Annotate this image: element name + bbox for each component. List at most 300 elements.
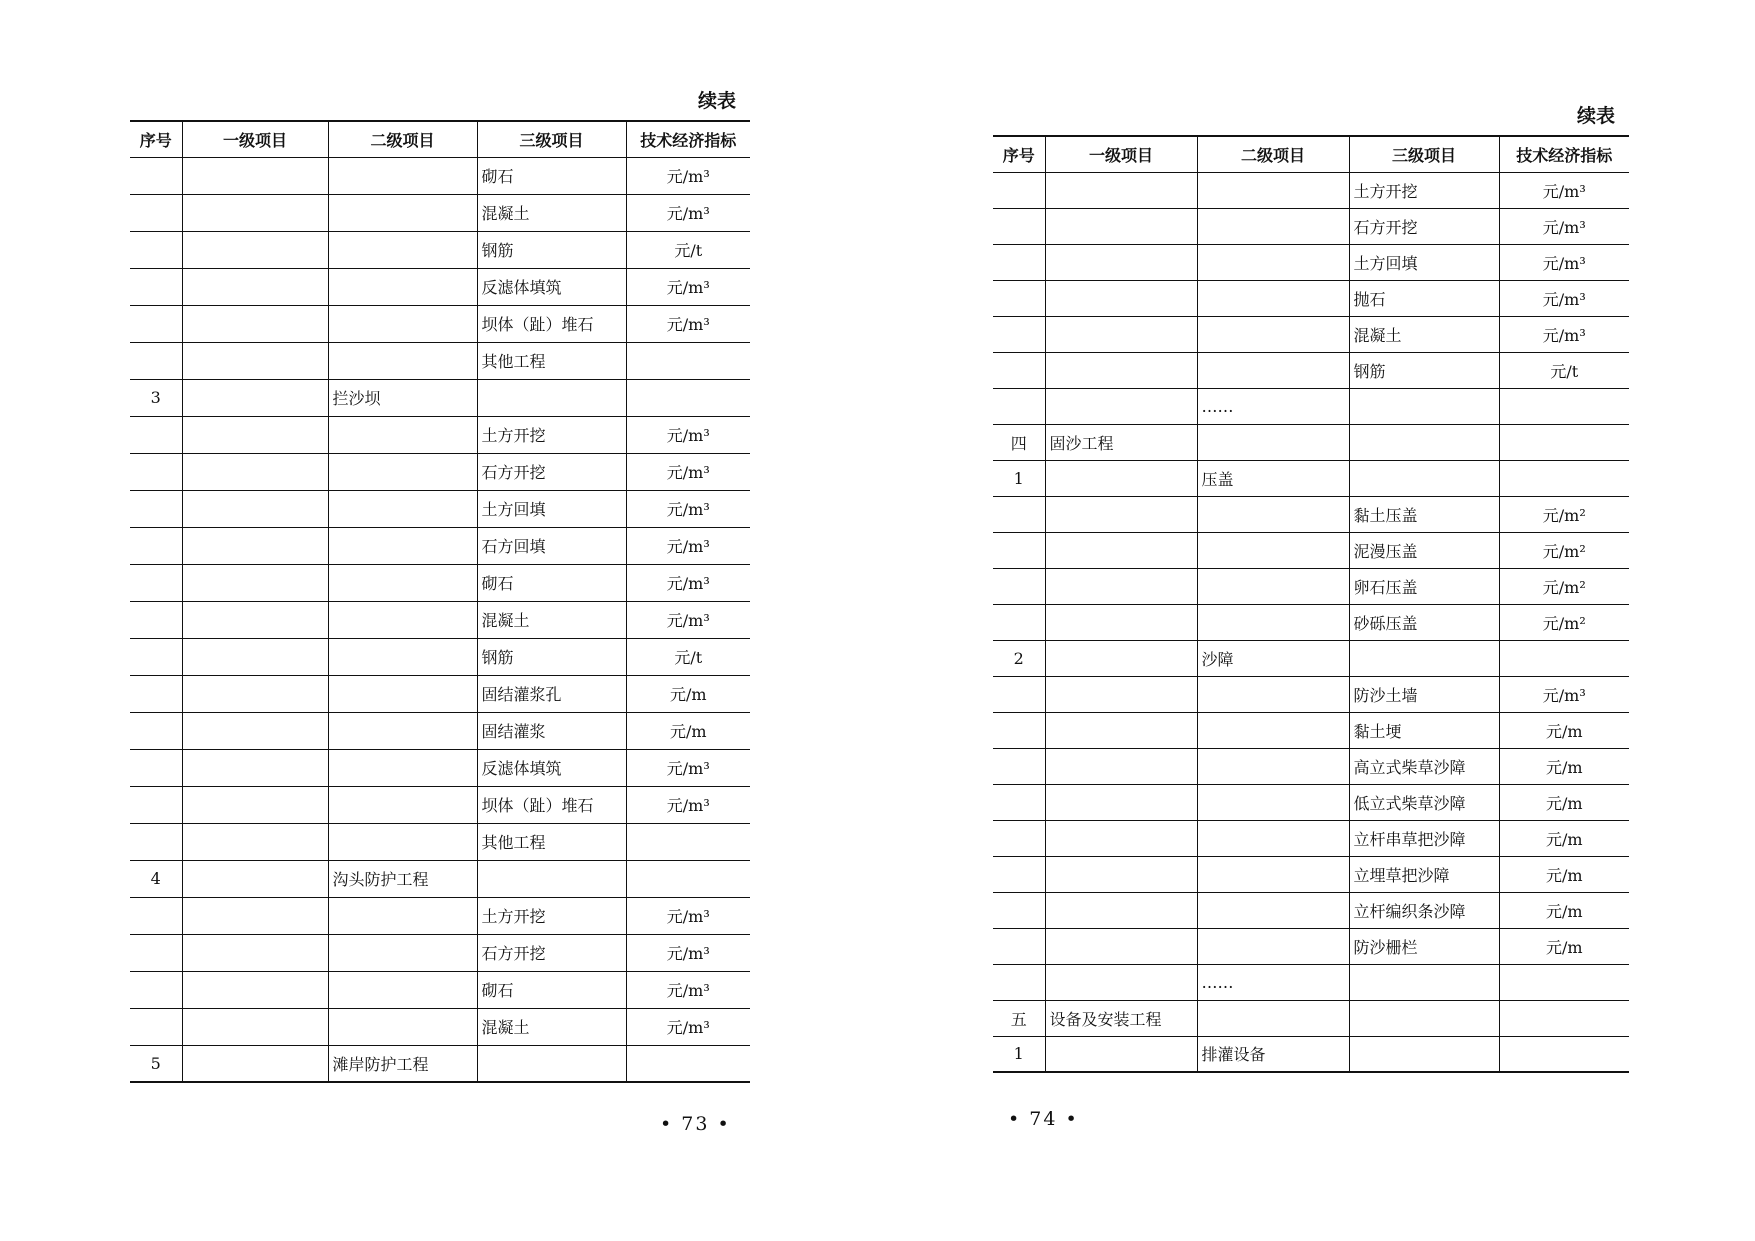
cell-level1 [182, 971, 328, 1008]
cell-level2 [1197, 316, 1349, 352]
cell-level3: 石方开挖 [477, 453, 626, 490]
header-seq: 序号 [130, 121, 182, 157]
cell-indicator: 元/t [626, 231, 750, 268]
cell-seq [993, 388, 1045, 424]
cell-indicator: 元/m³ [626, 786, 750, 823]
table-row [130, 194, 750, 231]
cell-level1 [182, 601, 328, 638]
cell-seq: 2 [993, 640, 1045, 676]
cell-seq [993, 496, 1045, 532]
cell-level1 [1045, 784, 1197, 820]
table-row [130, 268, 750, 305]
table-row [993, 532, 1629, 568]
cell-level3 [477, 860, 626, 897]
cell-level1 [1045, 820, 1197, 856]
cell-seq [993, 748, 1045, 784]
cell-seq [130, 342, 182, 379]
cell-level2 [1197, 784, 1349, 820]
cost-table-right [993, 135, 1629, 1073]
cell-seq: 4 [130, 860, 182, 897]
table-row [130, 379, 750, 416]
page-number: • 73 • [660, 1113, 731, 1135]
cell-indicator: 元/m³ [626, 897, 750, 934]
header-level2: 二级项目 [1197, 136, 1349, 172]
cell-level1 [182, 527, 328, 564]
cell-indicator: 元/t [1499, 352, 1629, 388]
table-row [993, 244, 1629, 280]
cell-level2 [1197, 1000, 1349, 1036]
cell-seq [130, 453, 182, 490]
cell-indicator: 元/m² [1499, 496, 1629, 532]
cell-level3 [1349, 1000, 1499, 1036]
right-page [993, 103, 1629, 1073]
table-row [130, 823, 750, 860]
cell-level3: 坝体（趾）堆石 [477, 786, 626, 823]
cell-indicator [626, 860, 750, 897]
cell-level2: 滩岸防护工程 [328, 1045, 477, 1082]
cell-level2 [328, 823, 477, 860]
left-page [130, 88, 750, 1083]
table-row [130, 897, 750, 934]
cell-level3: 钢筋 [1349, 352, 1499, 388]
cell-level2 [1197, 496, 1349, 532]
cell-indicator: 元/m² [1499, 604, 1629, 640]
cell-level1 [182, 823, 328, 860]
cell-indicator: 元/m [1499, 928, 1629, 964]
table-row [993, 640, 1629, 676]
cell-level3: 卵石压盖 [1349, 568, 1499, 604]
cell-seq [130, 786, 182, 823]
cell-level2 [328, 786, 477, 823]
cell-level2 [328, 601, 477, 638]
cell-indicator: 元/m [1499, 748, 1629, 784]
table-row [993, 676, 1629, 712]
cell-level3: 砌石 [477, 971, 626, 1008]
cell-seq [130, 527, 182, 564]
cell-level1 [1045, 604, 1197, 640]
cell-seq [993, 172, 1045, 208]
cell-indicator: 元/m² [1499, 568, 1629, 604]
table-row [130, 305, 750, 342]
cell-level3: 混凝土 [477, 194, 626, 231]
page-number: • 74 • [1008, 1108, 1079, 1130]
cell-level1 [1045, 856, 1197, 892]
cell-level2 [328, 305, 477, 342]
cell-level1 [1045, 532, 1197, 568]
cell-level3: 混凝土 [477, 1008, 626, 1045]
cell-level3: 砂砾压盖 [1349, 604, 1499, 640]
cell-level2 [328, 564, 477, 601]
table-row [993, 712, 1629, 748]
cell-seq [993, 892, 1045, 928]
cell-level3: 高立式柴草沙障 [1349, 748, 1499, 784]
cell-level1 [182, 157, 328, 194]
cell-level3: 石方开挖 [477, 934, 626, 971]
cell-seq [130, 675, 182, 712]
table-row [993, 604, 1629, 640]
cell-level1 [1045, 172, 1197, 208]
header-level3: 三级项目 [477, 121, 626, 157]
cell-seq [993, 352, 1045, 388]
cell-level1 [182, 860, 328, 897]
table-row [993, 784, 1629, 820]
cell-level3: 钢筋 [477, 231, 626, 268]
cell-level2 [1197, 568, 1349, 604]
cell-level1 [1045, 928, 1197, 964]
header-level2: 二级项目 [328, 121, 477, 157]
cell-indicator: 元/m³ [626, 305, 750, 342]
cell-seq [993, 712, 1045, 748]
continued-label: 续表 [697, 90, 736, 112]
cell-indicator: 元/m³ [1499, 244, 1629, 280]
cell-indicator [1499, 964, 1629, 1000]
cell-level1 [182, 342, 328, 379]
cell-indicator [626, 1045, 750, 1082]
cell-level3: 立杆串草把沙障 [1349, 820, 1499, 856]
cell-indicator: 元/m³ [1499, 172, 1629, 208]
cell-level3: 防沙土墙 [1349, 676, 1499, 712]
cell-level2 [1197, 928, 1349, 964]
cell-level2: 沟头防护工程 [328, 860, 477, 897]
cell-seq [130, 601, 182, 638]
cell-indicator: 元/m³ [626, 490, 750, 527]
table-row [993, 172, 1629, 208]
cell-level1 [1045, 388, 1197, 424]
cell-level2 [328, 897, 477, 934]
cell-seq [993, 244, 1045, 280]
cell-level2 [1197, 820, 1349, 856]
cell-indicator: 元/m³ [1499, 208, 1629, 244]
cell-level2 [328, 416, 477, 453]
cell-level1 [182, 416, 328, 453]
cell-indicator: 元/m [1499, 784, 1629, 820]
cell-indicator: 元/m³ [626, 749, 750, 786]
table-row [130, 860, 750, 897]
cell-level1 [182, 564, 328, 601]
cell-level1 [182, 638, 328, 675]
cell-level2 [1197, 280, 1349, 316]
cell-seq [130, 897, 182, 934]
table-row [993, 892, 1629, 928]
cell-indicator: 元/m³ [626, 971, 750, 1008]
table-row [130, 712, 750, 749]
cell-level2 [1197, 712, 1349, 748]
cell-level1 [182, 749, 328, 786]
cell-seq [993, 784, 1045, 820]
cell-level1 [1045, 316, 1197, 352]
table-row [993, 388, 1629, 424]
cell-level2 [1197, 532, 1349, 568]
cell-level2: …… [1197, 964, 1349, 1000]
cell-level3: 反滤体填筑 [477, 268, 626, 305]
cell-seq [130, 305, 182, 342]
table-row [993, 964, 1629, 1000]
table-row [130, 675, 750, 712]
table-row [993, 928, 1629, 964]
cell-level1 [182, 231, 328, 268]
cell-seq [993, 604, 1045, 640]
header-level3: 三级项目 [1349, 136, 1499, 172]
cell-level1 [182, 268, 328, 305]
cell-level2 [1197, 604, 1349, 640]
cell-level3: 其他工程 [477, 823, 626, 860]
cell-seq [130, 490, 182, 527]
cell-level3: 泥漫压盖 [1349, 532, 1499, 568]
table-row [130, 157, 750, 194]
cell-level3: 砌石 [477, 564, 626, 601]
cell-level3: 混凝土 [1349, 316, 1499, 352]
cell-level1 [1045, 892, 1197, 928]
cell-seq [130, 564, 182, 601]
header-seq: 序号 [993, 136, 1045, 172]
table-row [993, 568, 1629, 604]
cell-level3: 固结灌浆 [477, 712, 626, 749]
cell-level1 [182, 453, 328, 490]
continued-label: 续表 [1576, 105, 1615, 127]
cell-seq: 1 [993, 460, 1045, 496]
cell-level1 [1045, 244, 1197, 280]
table-row [993, 316, 1629, 352]
cell-level3: 石方开挖 [1349, 208, 1499, 244]
cell-level1 [182, 786, 328, 823]
cell-level3: 防沙栅栏 [1349, 928, 1499, 964]
table-row [130, 638, 750, 675]
header-indicator: 技术经济指标 [626, 121, 750, 157]
cell-seq [993, 532, 1045, 568]
cell-level2 [1197, 244, 1349, 280]
cell-level2 [328, 342, 477, 379]
cell-indicator: 元/m³ [626, 416, 750, 453]
cell-seq [993, 676, 1045, 712]
cell-indicator [626, 342, 750, 379]
cell-level1 [182, 490, 328, 527]
cell-indicator [1499, 460, 1629, 496]
cell-level1 [1045, 280, 1197, 316]
table-row [993, 1000, 1629, 1036]
cell-seq [993, 928, 1045, 964]
cell-level3 [477, 379, 626, 416]
cell-level3: 黏土压盖 [1349, 496, 1499, 532]
cell-level2 [328, 1008, 477, 1045]
cell-level1 [182, 897, 328, 934]
cell-level1 [1045, 352, 1197, 388]
cell-seq [130, 194, 182, 231]
cell-level3: 抛石 [1349, 280, 1499, 316]
table-row [993, 280, 1629, 316]
cell-level2 [1197, 208, 1349, 244]
cell-indicator: 元/m³ [626, 194, 750, 231]
cell-seq: 3 [130, 379, 182, 416]
table-row [130, 342, 750, 379]
cell-level2: 拦沙坝 [328, 379, 477, 416]
table-row [130, 1045, 750, 1082]
cell-level2: 排灌设备 [1197, 1036, 1349, 1072]
cell-level1: 固沙工程 [1045, 424, 1197, 460]
cell-indicator: 元/m³ [626, 564, 750, 601]
cell-level3 [1349, 460, 1499, 496]
cell-level1 [182, 934, 328, 971]
header-indicator: 技术经济指标 [1499, 136, 1629, 172]
cell-indicator [626, 823, 750, 860]
cell-level2: …… [1197, 388, 1349, 424]
cell-level1 [1045, 496, 1197, 532]
cell-level3 [1349, 964, 1499, 1000]
cell-level1 [1045, 208, 1197, 244]
table-row [130, 416, 750, 453]
cell-seq [993, 208, 1045, 244]
cell-level2 [328, 231, 477, 268]
cell-level2: 沙障 [1197, 640, 1349, 676]
cell-level1 [1045, 748, 1197, 784]
cost-table-left [130, 120, 750, 1083]
cell-level2 [328, 749, 477, 786]
cell-level1 [1045, 1036, 1197, 1072]
cell-indicator: 元/m [1499, 856, 1629, 892]
table-row [130, 527, 750, 564]
cell-seq [130, 638, 182, 675]
table-row [130, 934, 750, 971]
cell-seq [993, 316, 1045, 352]
cell-level2 [328, 490, 477, 527]
cell-indicator: 元/t [626, 638, 750, 675]
cell-level2 [1197, 748, 1349, 784]
cell-indicator: 元/m [1499, 712, 1629, 748]
cell-level3: 土方开挖 [477, 897, 626, 934]
cell-level3: 砌石 [477, 157, 626, 194]
cell-indicator: 元/m [1499, 820, 1629, 856]
table-body [130, 157, 750, 1082]
cell-level2 [1197, 172, 1349, 208]
cell-indicator: 元/m³ [626, 1008, 750, 1045]
cell-seq [130, 934, 182, 971]
cell-seq [993, 964, 1045, 1000]
cell-seq [130, 823, 182, 860]
table-row [130, 749, 750, 786]
cell-seq [130, 749, 182, 786]
cell-level3: 立埋草把沙障 [1349, 856, 1499, 892]
cell-seq: 1 [993, 1036, 1045, 1072]
cell-indicator [1499, 388, 1629, 424]
cell-seq [130, 1008, 182, 1045]
table-row [993, 856, 1629, 892]
cell-level2 [1197, 352, 1349, 388]
cell-indicator: 元/m³ [1499, 280, 1629, 316]
cell-level2 [1197, 424, 1349, 460]
cell-level2 [1197, 676, 1349, 712]
cell-indicator: 元/m³ [626, 157, 750, 194]
cell-level1 [182, 1008, 328, 1045]
cell-level2 [1197, 856, 1349, 892]
cell-level1 [182, 675, 328, 712]
cell-seq [130, 971, 182, 1008]
cell-indicator: 元/m [626, 675, 750, 712]
cell-level2 [328, 157, 477, 194]
header-level1: 一级项目 [182, 121, 328, 157]
cell-level1 [182, 305, 328, 342]
cell-level1: 设备及安装工程 [1045, 1000, 1197, 1036]
cell-level3: 固结灌浆孔 [477, 675, 626, 712]
cell-seq: 5 [130, 1045, 182, 1082]
cell-level3 [1349, 640, 1499, 676]
cell-level3: 混凝土 [477, 601, 626, 638]
cell-level3 [1349, 424, 1499, 460]
table-header-row [130, 121, 750, 157]
cell-level3: 土方回填 [477, 490, 626, 527]
table-row [130, 490, 750, 527]
cell-indicator [1499, 424, 1629, 460]
cell-level3: 石方回填 [477, 527, 626, 564]
cell-level3: 低立式柴草沙障 [1349, 784, 1499, 820]
cell-seq [130, 712, 182, 749]
cell-level1 [182, 712, 328, 749]
cell-seq: 五 [993, 1000, 1045, 1036]
cell-level3 [1349, 1036, 1499, 1072]
cell-level1 [182, 194, 328, 231]
cell-level3: 立杆编织条沙障 [1349, 892, 1499, 928]
cell-level2 [328, 194, 477, 231]
cell-seq [130, 416, 182, 453]
cell-seq: 四 [993, 424, 1045, 460]
cell-level3: 土方开挖 [477, 416, 626, 453]
cell-indicator: 元/m³ [626, 453, 750, 490]
cell-seq [993, 280, 1045, 316]
cell-seq [993, 568, 1045, 604]
table-row [130, 231, 750, 268]
cell-seq [130, 157, 182, 194]
cell-indicator [626, 379, 750, 416]
table-row [993, 496, 1629, 532]
table-row [130, 1008, 750, 1045]
cell-level1 [1045, 964, 1197, 1000]
table-row [130, 453, 750, 490]
cell-level2 [328, 453, 477, 490]
cell-indicator [1499, 1036, 1629, 1072]
cell-level2 [328, 527, 477, 564]
table-row [130, 786, 750, 823]
table-row [993, 748, 1629, 784]
cell-level2: 压盖 [1197, 460, 1349, 496]
cell-level3: 土方开挖 [1349, 172, 1499, 208]
cell-indicator: 元/m² [1499, 532, 1629, 568]
cell-level2 [328, 638, 477, 675]
table-row [130, 971, 750, 1008]
cell-level3: 其他工程 [477, 342, 626, 379]
cell-indicator: 元/m³ [626, 527, 750, 564]
cell-level2 [328, 934, 477, 971]
cell-level1 [1045, 568, 1197, 604]
cell-indicator: 元/m³ [626, 601, 750, 638]
cell-indicator [1499, 1000, 1629, 1036]
cell-level3: 钢筋 [477, 638, 626, 675]
table-body [993, 172, 1629, 1072]
cell-level1 [1045, 712, 1197, 748]
table-row [130, 601, 750, 638]
cell-indicator: 元/m [626, 712, 750, 749]
cell-indicator: 元/m³ [626, 268, 750, 305]
table-header-row [993, 136, 1629, 172]
cell-level3: 黏土埂 [1349, 712, 1499, 748]
table-row [993, 352, 1629, 388]
cell-level3: 反滤体填筑 [477, 749, 626, 786]
cell-level1 [182, 379, 328, 416]
cell-level2 [328, 712, 477, 749]
cell-level1 [1045, 676, 1197, 712]
table-row [993, 208, 1629, 244]
cell-level3: 土方回填 [1349, 244, 1499, 280]
table-row [130, 564, 750, 601]
cell-level1 [182, 1045, 328, 1082]
cell-indicator [1499, 640, 1629, 676]
